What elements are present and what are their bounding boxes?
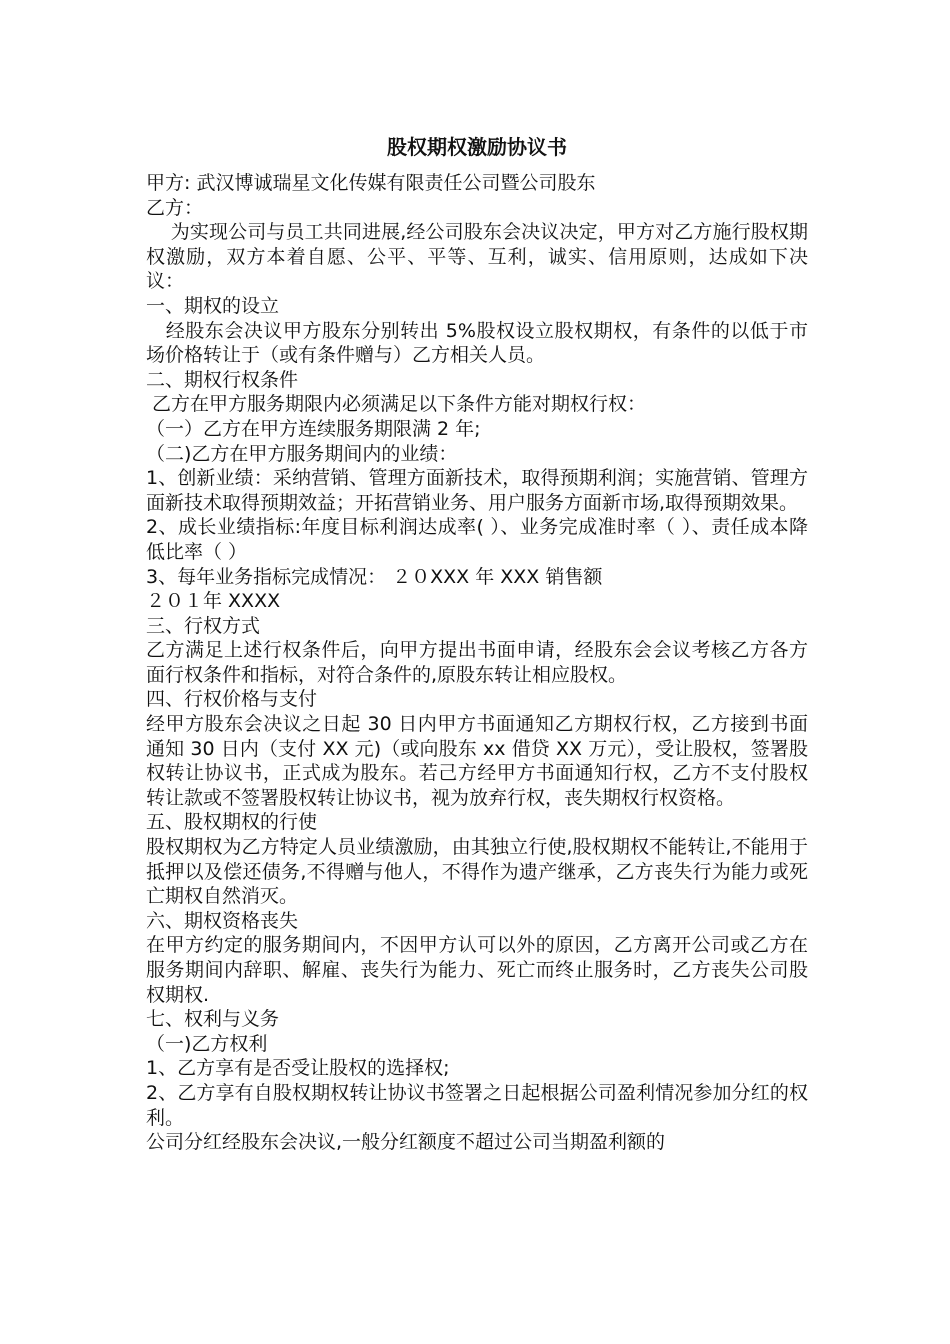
- paragraph: 二、期权行权条件: [146, 368, 299, 391]
- paragraph: 一、期权的设立: [146, 294, 280, 317]
- paragraph: （二)乙方在甲方服务期间内的业绩：: [146, 442, 458, 465]
- paragraph: 四、行权价格与支付: [146, 688, 318, 711]
- paragraph: 1、乙方享有是否受让股权的选择权;: [146, 1057, 450, 1080]
- paragraph: 三、行权方式: [146, 614, 261, 637]
- paragraph: 股权期权为乙方特定人员业绩激励，由其独立行使,股权期权不能转让,不能用于抵押以及偿还债务,不得赠与他人，不得作为遗产继承，乙方丧失行为能力或死亡期权自然消灭。: [146, 836, 808, 908]
- paragraph: 1、创新业绩：采纳营销、管理方面新技术，取得预期利润；实施营销、管理方面新技术取得预期效益；开拓营销业务、用户服务方面新市场,取得预期效果。: [146, 467, 808, 514]
- paragraph: 甲方: 武汉博诚瑞星文化传媒有限责任公司暨公司股东: [146, 172, 596, 194]
- paragraph: （一）乙方在甲方连续服务期限满 2 年;: [146, 417, 481, 440]
- paragraph: 乙方：: [146, 196, 204, 219]
- paragraph: 3、每年业务指标完成情况： ２０XXX 年 XXX 销售额: [146, 565, 603, 588]
- paragraph: 在甲方约定的服务期间内，不因甲方认可以外的原因，乙方离开公司或乙方在服务期间内辞职、解雇、丧失行为能力、死亡而终止服务时，乙方丧失公司股权期权.: [146, 934, 808, 1006]
- paragraph: 经股东会决议甲方股东分别转出 5%股权设立股权期权，有条件的以低于市场价格转让于（或有条件赠与）乙方相关人员。: [146, 319, 809, 367]
- paragraph: 乙方在甲方服务期限内必须满足以下条件方能对期权行权：: [146, 393, 647, 416]
- paragraph: 经甲方股东会决议之日起 30 日内甲方书面通知乙方期权行权，乙方接到书面通知 30 日内（支付 XX 元)（或向股东 xx 借贷 XX 万元），受让股权，签署股权转让协议书，正式成为股东。若己方经甲方书面通知行权，乙方不支付股权转让款或不签署股权转让协议书，视为放弃行权，丧失期权行权资格。: [146, 713, 808, 809]
- paragraph: （一)乙方权利: [146, 1032, 268, 1055]
- paragraph: 2、乙方享有自股权期权转让协议书签署之日起根据公司盈利情况参加分红的权利。: [146, 1081, 808, 1129]
- paragraph-list: [146, 171, 808, 1155]
- paragraph: 五、股权期权的行使: [146, 811, 318, 834]
- paragraph: 2、成长业绩指标:年度目标利润达成率( ）、业务完成准时率（ ）、责任成本降低比率（ ）: [146, 516, 808, 563]
- paragraph: 六、期权资格丧失: [146, 909, 299, 932]
- document-body: [146, 132, 808, 1155]
- paragraph: 七、权利与义务: [146, 1008, 280, 1031]
- paragraph: 为实现公司与员工共同进展,经公司股东会决议决定，甲方对乙方施行股权期权激励，双方本着自愿、公平、平等、互利，诚实、信用原则，达成如下决议：: [146, 221, 808, 293]
- document-title: 股权期权激励协议书: [387, 135, 567, 159]
- paragraph: ２０１年 XXXX: [146, 590, 281, 613]
- paragraph: 乙方满足上述行权条件后，向甲方提出书面申请，经股东会会议考核乙方各方面行权条件和指标，对符合条件的,原股东转让相应股权。: [146, 639, 808, 686]
- paragraph: 公司分红经股东会决议,一般分红额度不超过公司当期盈利额的: [146, 1131, 666, 1154]
